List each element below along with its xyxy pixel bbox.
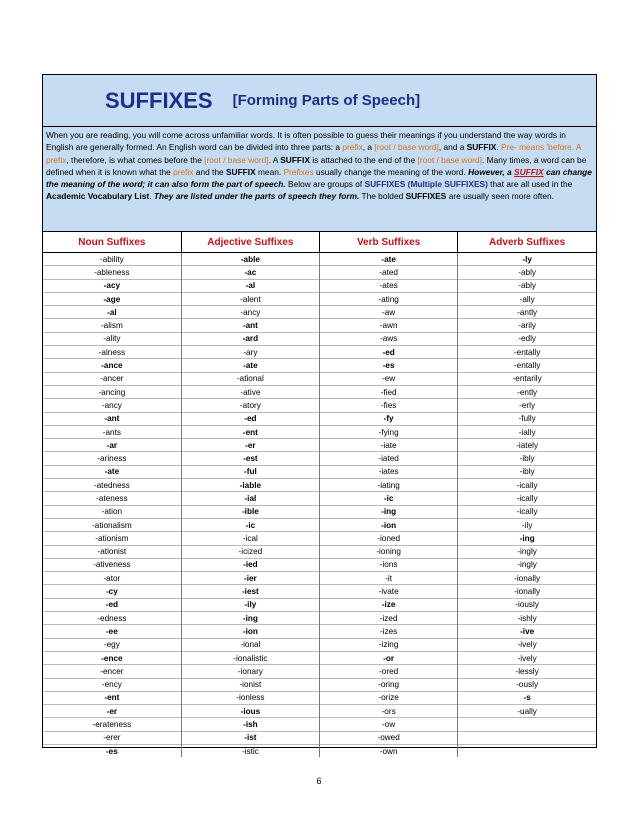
verb-suffix-cell: -oring — [320, 678, 458, 691]
intro-text-segment: SUFFIX — [280, 154, 310, 165]
adverb-suffix-cell: -fully — [458, 412, 596, 425]
noun-suffix-cell: -erer — [43, 731, 181, 744]
adverb-suffix-cell: -ionally — [458, 572, 596, 585]
table-row — [43, 545, 596, 558]
table-row — [43, 306, 596, 319]
table-row — [43, 625, 596, 638]
table-row — [43, 399, 596, 412]
noun-suffix-cell: -encer — [43, 665, 181, 678]
intro-text-segment: are usually seen more often. — [446, 191, 554, 202]
column-header-adjective: Adjective Suffixes — [181, 232, 319, 253]
verb-suffix-cell: -iating — [320, 479, 458, 492]
verb-suffix-cell: -izing — [320, 638, 458, 651]
adjective-suffix-cell: -ial — [181, 492, 319, 505]
adjective-suffix-cell: -ac — [181, 266, 319, 279]
intro-text-segment: . Many times, a word can be defined when it is known what the — [46, 154, 587, 177]
noun-suffix-cell: -ed — [43, 598, 181, 611]
verb-suffix-cell: -ioning — [320, 545, 458, 558]
suffix-table — [43, 232, 596, 757]
intro-text-segment: . A — [268, 154, 281, 165]
page-title: SUFFIXES — [105, 87, 213, 113]
adverb-suffix-cell: -iately — [458, 439, 596, 452]
verb-suffix-cell: -ew — [320, 372, 458, 385]
verb-suffix-cell: -ored — [320, 665, 458, 678]
adverb-suffix-cell: -iously — [458, 598, 596, 611]
verb-suffix-cell: -ating — [320, 292, 458, 305]
adjective-suffix-cell: -ious — [181, 705, 319, 718]
noun-suffix-cell: -ancy — [43, 399, 181, 412]
column-header-adverb: Adverb Suffixes — [458, 232, 596, 253]
table-row — [43, 691, 596, 704]
adverb-suffix-cell: -edly — [458, 332, 596, 345]
adjective-suffix-cell: -ionalistic — [181, 651, 319, 664]
table-row — [43, 346, 596, 359]
intro-text-segment: . — [496, 142, 502, 153]
page-subtitle: [Forming Parts of Speech] — [232, 92, 421, 109]
verb-suffix-cell: -ed — [320, 346, 458, 359]
intro-text-segment: SUFFIX — [225, 166, 256, 177]
table-row — [43, 266, 596, 279]
adverb-suffix-cell: -ively — [458, 651, 596, 664]
adjective-suffix-cell: -al — [181, 279, 319, 292]
intro-text-segment: [root / base word] — [374, 142, 439, 153]
intro-text-segment: When you are reading, you will come across unfamiliar words. It is often possible to guess their meanings if you understand the way words in English are generally formed. An English word can be divided into three parts: a — [46, 130, 566, 153]
adjective-suffix-cell: -ible — [181, 505, 319, 518]
adjective-suffix-cell: -ier — [181, 572, 319, 585]
noun-suffix-cell: -ationist — [43, 545, 181, 558]
adjective-suffix-cell: -ily — [181, 598, 319, 611]
noun-suffix-cell: -ability — [43, 253, 181, 266]
table-row — [43, 279, 596, 292]
intro-text-segment: SUFFIX — [514, 166, 544, 177]
suffix-document — [42, 74, 597, 756]
adverb-suffix-cell: -ingly — [458, 545, 596, 558]
table-row — [43, 479, 596, 492]
noun-suffix-cell: -ant — [43, 412, 181, 425]
page-number: 6 — [316, 776, 322, 786]
adjective-suffix-cell: -ied — [181, 558, 319, 571]
verb-suffix-cell: -ic — [320, 492, 458, 505]
noun-suffix-cell: -age — [43, 292, 181, 305]
adjective-suffix-cell: -atory — [181, 399, 319, 412]
adverb-suffix-cell: -ingly — [458, 558, 596, 571]
adverb-suffix-cell: -ionally — [458, 585, 596, 598]
adverb-suffix-cell: -ly — [458, 253, 596, 266]
noun-suffix-cell: -ator — [43, 572, 181, 585]
noun-suffix-cell: -ate — [43, 465, 181, 478]
adverb-suffix-cell — [458, 718, 596, 731]
intro-text-segment: The bolded — [359, 191, 406, 202]
table-row — [43, 385, 596, 398]
intro-text-segment: mean. — [255, 166, 284, 177]
adjective-suffix-cell: -ing — [181, 612, 319, 625]
verb-suffix-cell: -es — [320, 359, 458, 372]
adverb-suffix-cell: -lessly — [458, 665, 596, 678]
title-bar — [43, 75, 596, 127]
adjective-suffix-cell: -ant — [181, 319, 319, 332]
adverb-suffix-cell — [458, 731, 596, 744]
adverb-suffix-cell: -ically — [458, 492, 596, 505]
verb-suffix-cell: -ated — [320, 266, 458, 279]
noun-suffix-cell: -er — [43, 705, 181, 718]
noun-suffix-cell: -ance — [43, 359, 181, 372]
adjective-suffix-cell: -ionless — [181, 691, 319, 704]
adverb-suffix-cell — [458, 744, 596, 757]
table-row — [43, 359, 596, 372]
verb-suffix-cell: -fying — [320, 425, 458, 438]
adverb-suffix-cell: -ably — [458, 266, 596, 279]
table-row — [43, 492, 596, 505]
adjective-suffix-cell: -able — [181, 253, 319, 266]
adverb-suffix-cell: -ively — [458, 638, 596, 651]
noun-suffix-cell: -ation — [43, 505, 181, 518]
adjective-suffix-cell: -ionary — [181, 665, 319, 678]
adjective-suffix-cell: -iable — [181, 479, 319, 492]
adverb-suffix-cell: -entally — [458, 359, 596, 372]
adjective-suffix-cell: -ish — [181, 718, 319, 731]
adverb-suffix-cell: -ibly — [458, 452, 596, 465]
table-row — [43, 505, 596, 518]
verb-suffix-cell: -ing — [320, 505, 458, 518]
table-row — [43, 425, 596, 438]
noun-suffix-cell: -ariness — [43, 452, 181, 465]
verb-suffix-cell: -ion — [320, 518, 458, 531]
table-row — [43, 598, 596, 611]
adjective-suffix-cell: -ancy — [181, 306, 319, 319]
adverb-suffix-cell: -ive — [458, 625, 596, 638]
noun-suffix-cell: -egy — [43, 638, 181, 651]
verb-suffix-cell: -fy — [320, 412, 458, 425]
table-row — [43, 585, 596, 598]
noun-suffix-cell: -ar — [43, 439, 181, 452]
noun-suffix-cell: -ent — [43, 691, 181, 704]
intro-paragraph — [43, 127, 596, 232]
intro-text-segment: Academic Vocabulary List — [46, 191, 150, 202]
verb-suffix-cell: -iated — [320, 452, 458, 465]
table-row — [43, 678, 596, 691]
adjective-suffix-cell: -iest — [181, 585, 319, 598]
table-header-row — [43, 232, 596, 253]
intro-text-segment: prefix — [173, 166, 194, 177]
adverb-suffix-cell: -ically — [458, 505, 596, 518]
verb-suffix-cell: -orize — [320, 691, 458, 704]
noun-suffix-cell: -edness — [43, 612, 181, 625]
intro-text-segment: . — [149, 191, 154, 202]
table-row — [43, 532, 596, 545]
adjective-suffix-cell: -ary — [181, 346, 319, 359]
adjective-suffix-cell: -er — [181, 439, 319, 452]
adverb-suffix-cell: -entarily — [458, 372, 596, 385]
adjective-suffix-cell: -ical — [181, 532, 319, 545]
noun-suffix-cell: -ateness — [43, 492, 181, 505]
verb-suffix-cell: -ized — [320, 612, 458, 625]
intro-text-segment: SUFFIX — [466, 142, 497, 153]
adverb-suffix-cell: -ing — [458, 532, 596, 545]
noun-suffix-cell: -ancer — [43, 372, 181, 385]
intro-text-segment: can change the meaning of the word; it can also form the part of speech. — [46, 166, 592, 190]
intro-text-segment: [root / base word] — [204, 154, 269, 165]
intro-text-segment: Prefixes — [283, 166, 314, 177]
noun-suffix-cell: -ence — [43, 651, 181, 664]
adverb-suffix-cell: -entally — [458, 346, 596, 359]
adjective-suffix-cell: -ed — [181, 412, 319, 425]
intro-text-segment: , and a — [438, 142, 467, 153]
adverb-suffix-cell: -ally — [458, 292, 596, 305]
verb-suffix-cell: -aws — [320, 332, 458, 345]
adjective-suffix-cell: -ard — [181, 332, 319, 345]
verb-suffix-cell: -aw — [320, 306, 458, 319]
adverb-suffix-cell: -ably — [458, 279, 596, 292]
intro-text-segment: They are listed under the parts of speech they form. — [153, 191, 360, 202]
table-row — [43, 292, 596, 305]
adverb-suffix-cell: -antly — [458, 306, 596, 319]
adverb-suffix-cell: -ily — [458, 518, 596, 531]
intro-text-segment: is attached to the end of the — [309, 154, 418, 165]
adjective-suffix-cell: -alent — [181, 292, 319, 305]
column-header-verb: Verb Suffixes — [320, 232, 458, 253]
noun-suffix-cell: -es — [43, 744, 181, 757]
adjective-suffix-cell: -ic — [181, 518, 319, 531]
intro-text-segment: , therefore, is what comes before the — [66, 154, 205, 165]
noun-suffix-cell: -ants — [43, 425, 181, 438]
noun-suffix-cell: -ality — [43, 332, 181, 345]
adjective-suffix-cell: -ative — [181, 385, 319, 398]
adjective-suffix-cell: -ational — [181, 372, 319, 385]
table-row — [43, 638, 596, 651]
verb-suffix-cell: -or — [320, 651, 458, 664]
adjective-suffix-cell: -icized — [181, 545, 319, 558]
intro-text-segment: SUFFIXES — [405, 191, 447, 202]
verb-suffix-cell: -awn — [320, 319, 458, 332]
verb-suffix-cell: -izes — [320, 625, 458, 638]
adjective-suffix-cell: -ist — [181, 731, 319, 744]
noun-suffix-cell: -ativeness — [43, 558, 181, 571]
intro-text-segment: and the — [193, 166, 226, 177]
adjective-suffix-cell: -ate — [181, 359, 319, 372]
adverb-suffix-cell: -ously — [458, 678, 596, 691]
intro-text-segment: , a — [362, 142, 375, 153]
verb-suffix-cell: -ates — [320, 279, 458, 292]
verb-suffix-cell: -fied — [320, 385, 458, 398]
intro-text-segment: Pre- means 'before. A prefix — [46, 142, 581, 165]
verb-suffix-cell: -it — [320, 572, 458, 585]
table-row — [43, 372, 596, 385]
table-row — [43, 705, 596, 718]
verb-suffix-cell: -iate — [320, 439, 458, 452]
table-row — [43, 439, 596, 452]
verb-suffix-cell: -own — [320, 744, 458, 757]
table-row — [43, 572, 596, 585]
adverb-suffix-cell: -ently — [458, 385, 596, 398]
intro-text-segment: SUFFIXES (Multiple SUFFIXES) — [364, 179, 488, 190]
noun-suffix-cell: -atedness — [43, 479, 181, 492]
adjective-suffix-cell: -ionist — [181, 678, 319, 691]
table-row — [43, 744, 596, 757]
adjective-suffix-cell: -ion — [181, 625, 319, 638]
verb-suffix-cell: -ors — [320, 705, 458, 718]
noun-suffix-cell: -ableness — [43, 266, 181, 279]
verb-suffix-cell: -ivate — [320, 585, 458, 598]
adjective-suffix-cell: -ional — [181, 638, 319, 651]
adverb-suffix-cell: -ibly — [458, 465, 596, 478]
adverb-suffix-cell: -s — [458, 691, 596, 704]
noun-suffix-cell: -ee — [43, 625, 181, 638]
intro-text-segment: [root / base word] — [417, 154, 482, 165]
adverb-suffix-cell: -ually — [458, 705, 596, 718]
table-body — [43, 253, 596, 758]
verb-suffix-cell: -ions — [320, 558, 458, 571]
adverb-suffix-cell: -ically — [458, 479, 596, 492]
verb-suffix-cell: -ioned — [320, 532, 458, 545]
noun-suffix-cell: -acy — [43, 279, 181, 292]
noun-suffix-cell: -ancing — [43, 385, 181, 398]
table-row — [43, 651, 596, 664]
verb-suffix-cell: -fies — [320, 399, 458, 412]
intro-text-segment: However, a — [468, 166, 515, 177]
table-row — [43, 558, 596, 571]
verb-suffix-cell: -iates — [320, 465, 458, 478]
adverb-suffix-cell: -ially — [458, 425, 596, 438]
column-header-noun: Noun Suffixes — [43, 232, 181, 253]
table-row — [43, 465, 596, 478]
table-row — [43, 731, 596, 744]
table-row — [43, 319, 596, 332]
adverb-suffix-cell: -arily — [458, 319, 596, 332]
verb-suffix-cell: -ow — [320, 718, 458, 731]
table-row — [43, 332, 596, 345]
verb-suffix-cell: -owed — [320, 731, 458, 744]
noun-suffix-cell: -ationism — [43, 532, 181, 545]
noun-suffix-cell: -erateness — [43, 718, 181, 731]
adverb-suffix-cell: -erly — [458, 399, 596, 412]
table-row — [43, 452, 596, 465]
verb-suffix-cell: -ize — [320, 598, 458, 611]
verb-suffix-cell: -ate — [320, 253, 458, 266]
table-row — [43, 665, 596, 678]
table-row — [43, 718, 596, 731]
noun-suffix-cell: -alism — [43, 319, 181, 332]
table-row — [43, 412, 596, 425]
noun-suffix-cell: -al — [43, 306, 181, 319]
noun-suffix-cell: -ency — [43, 678, 181, 691]
intro-text-segment: that are all used in the — [487, 179, 573, 190]
noun-suffix-cell: -alness — [43, 346, 181, 359]
table-row — [43, 612, 596, 625]
adjective-suffix-cell: -ful — [181, 465, 319, 478]
table-row — [43, 518, 596, 531]
intro-text-segment: Below are groups of — [285, 179, 365, 190]
noun-suffix-cell: -cy — [43, 585, 181, 598]
adjective-suffix-cell: -ent — [181, 425, 319, 438]
intro-text-segment: usually change the meaning of the word. — [313, 166, 469, 177]
intro-text-segment: prefix — [342, 142, 363, 153]
adjective-suffix-cell: -est — [181, 452, 319, 465]
table-row — [43, 253, 596, 266]
adjective-suffix-cell: -istic — [181, 744, 319, 757]
adverb-suffix-cell: -ishly — [458, 612, 596, 625]
noun-suffix-cell: -ationalism — [43, 518, 181, 531]
